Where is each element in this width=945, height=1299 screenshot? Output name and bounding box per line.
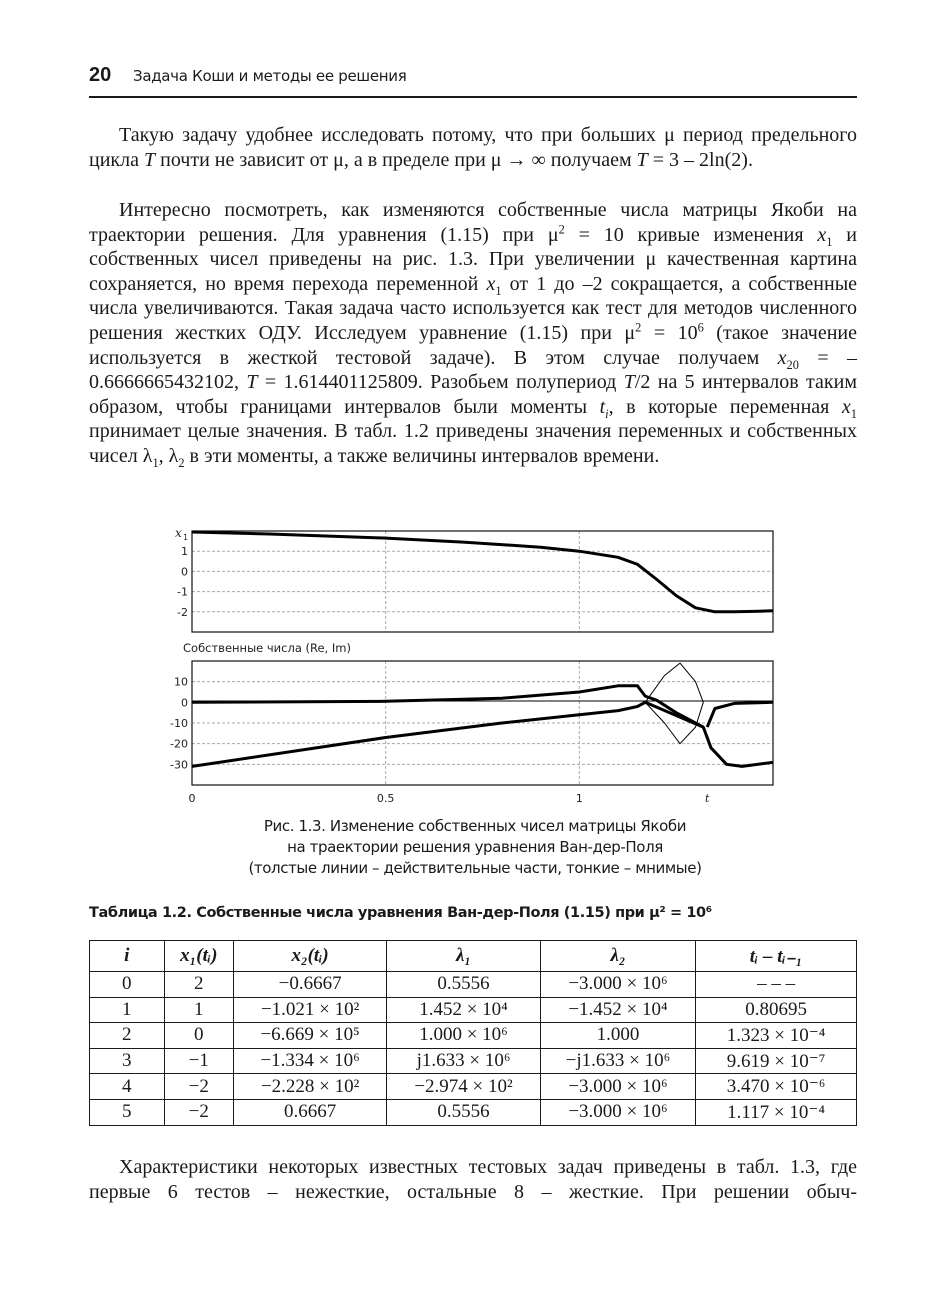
top-y-ticks: [177, 545, 188, 619]
eigenvalues-table: [89, 940, 857, 1126]
text-span: и собственных чисел приведены на рис. 1.3. При увеличении μ качественная картина сохраняется, но время перехода переменной: [89, 223, 858, 295]
math-T: T: [143, 148, 156, 171]
col-header-x2: x₂(tᵢ): [233, 941, 386, 972]
table-cell: 1.117 × 10⁻⁴: [696, 1099, 857, 1125]
table-header-row: [90, 941, 857, 972]
math-x: x: [777, 346, 787, 369]
table-cell: 3.470 × 10⁻⁶: [696, 1074, 857, 1100]
text-span: , λ: [158, 444, 179, 467]
table-cell: 0.6667: [233, 1099, 386, 1125]
text-span: (такое значение используется в жесткой тестовой задаче). В этом случае получаем: [89, 321, 858, 369]
table-cell: −1: [164, 1048, 233, 1074]
x-tick-label: t: [704, 792, 710, 805]
x-tick-label: 0.5: [376, 792, 395, 805]
col-header-dt: tᵢ – tᵢ₋₁: [696, 941, 857, 972]
top-plot-frame: [192, 531, 773, 632]
text-span: = 10 кривые изменения: [564, 223, 818, 246]
text-span: Характеристики некоторых известных тестовых задач приведены в табл. 1.3, где первые 6 тестов – нежесткие, остальные 8 – жесткие. При решении обыч-: [89, 1156, 857, 1203]
text-span: = 3 – 2ln(2).: [647, 148, 753, 171]
table-cell: 3: [90, 1048, 165, 1074]
table-row: [90, 1048, 857, 1074]
eigenvalue-curve: [192, 686, 703, 727]
text-span: принимает целые значения. В табл. 1.2 приведены значения переменных и собственных чисел λ: [89, 420, 857, 467]
eigenvalue-curve: [192, 702, 773, 766]
table-cell: −3.000 × 10⁶: [540, 1074, 696, 1100]
math-T: T: [636, 148, 648, 171]
superscript: 2: [635, 320, 642, 335]
subscript: i: [605, 406, 609, 421]
table-row: [90, 972, 857, 998]
y-axis-label-sub: 1: [183, 533, 189, 542]
figure-1-3: [160, 520, 790, 810]
y-tick-label: -10: [170, 717, 188, 730]
text-span: /2 на 5 интервалов таким образом, чтобы границами интервалов были моменты: [89, 371, 857, 418]
caption-line: на траектории решения уравнения Ван-дер-Поля: [287, 838, 663, 856]
y-tick-label: 10: [174, 675, 188, 689]
table-cell: 9.619 × 10⁻⁷: [696, 1048, 857, 1074]
col-header-lambda2: λ₂: [540, 941, 696, 972]
math-T: T: [623, 371, 635, 394]
y-tick-label: 1: [181, 545, 188, 559]
table-cell: −2: [164, 1099, 233, 1125]
x-tick-label: 1: [575, 792, 583, 805]
table-cell: 1.000: [540, 1023, 696, 1049]
col-header-lambda1: λ₁: [387, 941, 540, 972]
math-x: x: [486, 272, 496, 295]
text-span: Такую задачу удобнее исследовать потому, что при больших μ период предельного цикла: [89, 124, 857, 171]
table-cell: 0.5556: [387, 972, 540, 998]
text-span: почти не зависит от μ, а в пределе при μ → ∞ получаем: [155, 148, 637, 171]
math-t: t: [599, 395, 606, 418]
table-cell: 5: [90, 1099, 165, 1125]
bottom-plot-title: Собственные числа (Re, Im): [183, 641, 351, 655]
table-cell: −j1.633 × 10⁶: [540, 1048, 696, 1074]
text-span: Интересно посмотреть, как изменяются собственные числа матрицы Якоби на траектории решения. Для уравнения (1.15) при μ: [89, 199, 857, 246]
bottom-plot: [170, 661, 773, 805]
text-span: = –0.6666665432102,: [89, 346, 858, 394]
col-header-x1: x₁(tᵢ): [164, 941, 233, 972]
running-title: Задача Коши и методы ее решения: [133, 67, 407, 85]
paragraph-3: [89, 1155, 857, 1229]
table-cell: 0: [164, 1023, 233, 1049]
table-cell: j1.633 × 10⁶: [387, 1048, 540, 1074]
paragraph-2: [89, 198, 857, 469]
text-span: , в которые переменная: [608, 395, 842, 418]
table-body: [90, 972, 857, 1126]
subscript: 1: [152, 455, 159, 470]
text-span: в эти моменты, а также величины интервалов времени.: [184, 444, 660, 467]
table-cell: −1.021 × 10²: [233, 997, 386, 1023]
subscript: 1: [850, 406, 857, 421]
math-x: x: [817, 223, 827, 246]
table-cell: 2: [90, 1023, 165, 1049]
x-tick-label: 0: [188, 792, 196, 805]
table-cell: 2: [164, 972, 233, 998]
superscript: 2: [558, 221, 565, 236]
table-cell: 4: [90, 1074, 165, 1100]
table-cell: 0: [90, 972, 165, 998]
table-cell: −2.974 × 10²: [387, 1074, 540, 1100]
table-cell: 1.000 × 10⁶: [387, 1023, 540, 1049]
y-tick-label: -1: [177, 585, 188, 599]
subscript: 1: [495, 283, 502, 298]
table-cell: −2: [164, 1074, 233, 1100]
math-x: x: [841, 395, 851, 418]
caption-line: (толстые линии – действительные части, тонкие – мнимые): [248, 859, 702, 877]
table-cell: 1.452 × 10⁴: [387, 997, 540, 1023]
page-number: 20: [89, 64, 112, 86]
subscript: 2: [178, 455, 185, 470]
table-cell: −1.452 × 10⁴: [540, 997, 696, 1023]
table-cell: −3.000 × 10⁶: [540, 1099, 696, 1125]
col-header-i: i: [90, 941, 165, 972]
table-row: [90, 997, 857, 1023]
table-cell: – – –: [696, 972, 857, 998]
text-span: = 10: [641, 321, 698, 344]
table-cell: −6.669 × 10⁵: [233, 1023, 386, 1049]
table-cell: −1.334 × 10⁶: [233, 1048, 386, 1074]
y-tick-label: 0: [181, 565, 188, 579]
math-T: T: [246, 371, 258, 394]
y-axis-label-x1: x: [175, 526, 182, 540]
subscript: 20: [786, 357, 799, 372]
table-row: [90, 1074, 857, 1100]
table-cell: −2.228 × 10²: [233, 1074, 386, 1100]
y-tick-label: -2: [177, 605, 188, 619]
text-span: от 1 до –2 сокращается, а собственные числа увеличиваются. Такая задача часто используется как тест для методов численного решения жестких ОДУ. Исследуем уравнение (1.15) при μ: [89, 272, 858, 344]
y-tick-label: -30: [170, 758, 188, 772]
table-cell: 1: [164, 997, 233, 1023]
caption-line: Рис. 1.3. Изменение собственных чисел матрицы Якоби: [263, 817, 687, 835]
table-cell: −3.000 × 10⁶: [540, 972, 696, 998]
table-row: [90, 1023, 857, 1049]
eigenvalue-curve: [645, 663, 703, 744]
table-cell: 1: [90, 997, 165, 1023]
y-tick-label: -20: [170, 737, 188, 751]
text-span: = 1.614401125809. Разобьем полупериод: [257, 371, 624, 394]
subscript: 1: [826, 234, 833, 249]
table-row: [90, 1099, 857, 1125]
superscript: 6: [697, 320, 704, 335]
table-cell: 1.323 × 10⁻⁴: [696, 1023, 857, 1049]
y-tick-label: 0: [181, 696, 188, 710]
figure-caption: [150, 816, 800, 879]
top-plot: [175, 526, 773, 632]
table-cell: −0.6667: [233, 972, 386, 998]
paragraph-1: [89, 123, 857, 172]
table-cell: 0.5556: [387, 1099, 540, 1125]
page-header: [89, 62, 857, 98]
table-cell: 0.80695: [696, 997, 857, 1023]
table-title: Таблица 1.2. Собственные числа уравнения Ван-дер-Поля (1.15) при μ² = 10⁶: [89, 905, 712, 921]
